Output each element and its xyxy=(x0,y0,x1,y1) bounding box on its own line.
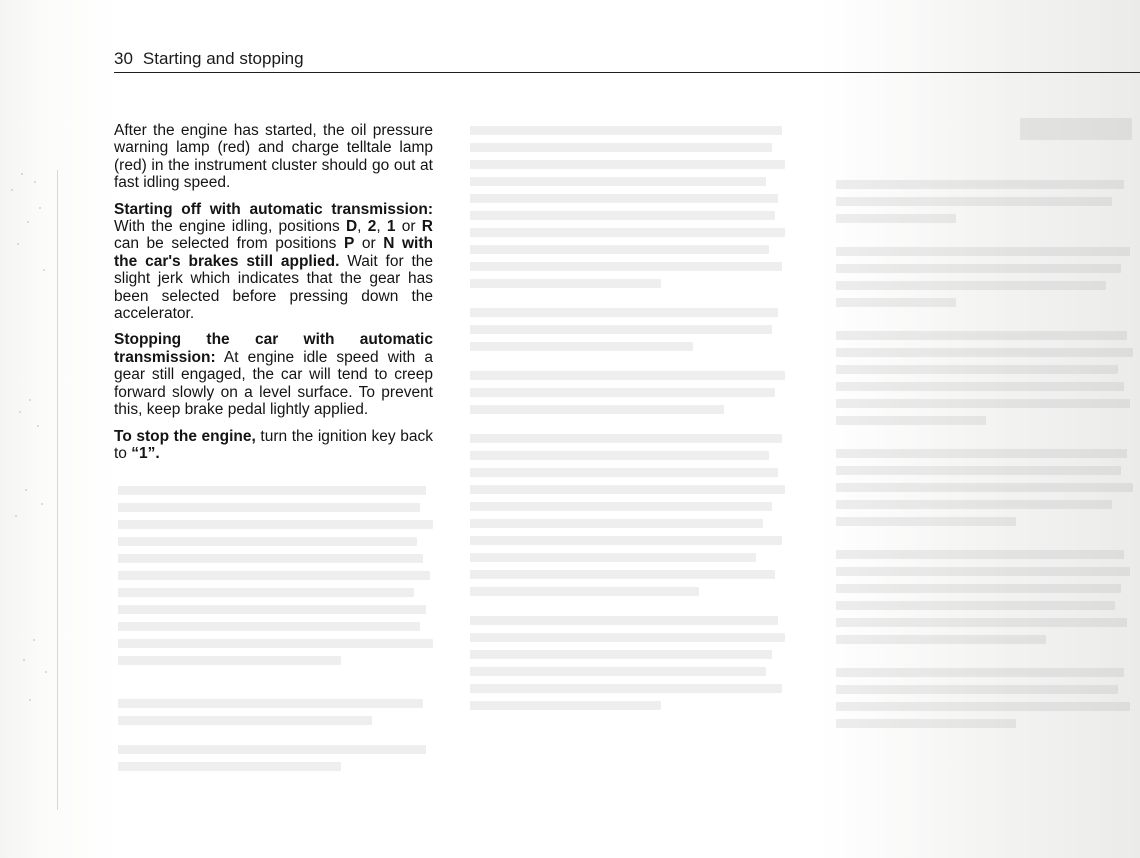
paragraph-stop-engine xyxy=(114,428,433,463)
text-span: or xyxy=(395,218,422,236)
text-span: , xyxy=(376,218,387,236)
section-title: Starting and stopping xyxy=(142,49,304,68)
page-number: 30 xyxy=(114,49,133,68)
edge-speckle xyxy=(0,160,60,720)
heading-stop-engine: To stop the engine, xyxy=(114,427,256,445)
paragraph-stopping-car xyxy=(114,331,433,418)
gear-position-n: N xyxy=(383,235,395,253)
gear-position-2: 2 xyxy=(367,218,377,236)
text-span: turn the ignition key back to xyxy=(114,427,433,462)
page-header xyxy=(114,48,1140,73)
body-column xyxy=(114,122,433,471)
text-span: With the engine idling, positions xyxy=(114,218,346,236)
text-span: Wait for the slight jerk which indicates that the gear has been selected before pressing down the accelerator. xyxy=(114,252,433,323)
text-span: or xyxy=(354,235,384,253)
reverse-side-showthrough xyxy=(836,180,1136,736)
paragraph-oil-pressure: After the engine has started, the oil pressure warning lamp (red) and charge telltale lamp (red) in the instrument cluster should go out at fast idling speed. xyxy=(114,122,433,192)
gear-position-d: D xyxy=(345,218,358,236)
reverse-side-showthrough xyxy=(470,126,788,718)
gear-position-p: P xyxy=(343,235,355,253)
text-span: can be selected from positions xyxy=(114,235,344,253)
gear-position-1: 1 xyxy=(386,218,396,236)
text-span: At engine idle speed with a gear still engaged, the car will tend to creep forward slowly on a level surface. To prevent this, keep brake pedal lightly applied. xyxy=(114,348,433,419)
ignition-key-position: “1”. xyxy=(131,444,160,462)
text-span: , xyxy=(357,218,368,236)
reverse-side-heading xyxy=(1020,118,1132,140)
paragraph-starting-off xyxy=(114,201,433,323)
gear-position-r: R xyxy=(421,218,433,236)
heading-stopping-car: Stopping the car with automatic transmission: xyxy=(114,331,433,366)
brakes-applied-emphasis: with the car's brakes still applied. xyxy=(114,235,433,270)
heading-starting-off: Starting off with automatic transmission: xyxy=(114,200,433,218)
